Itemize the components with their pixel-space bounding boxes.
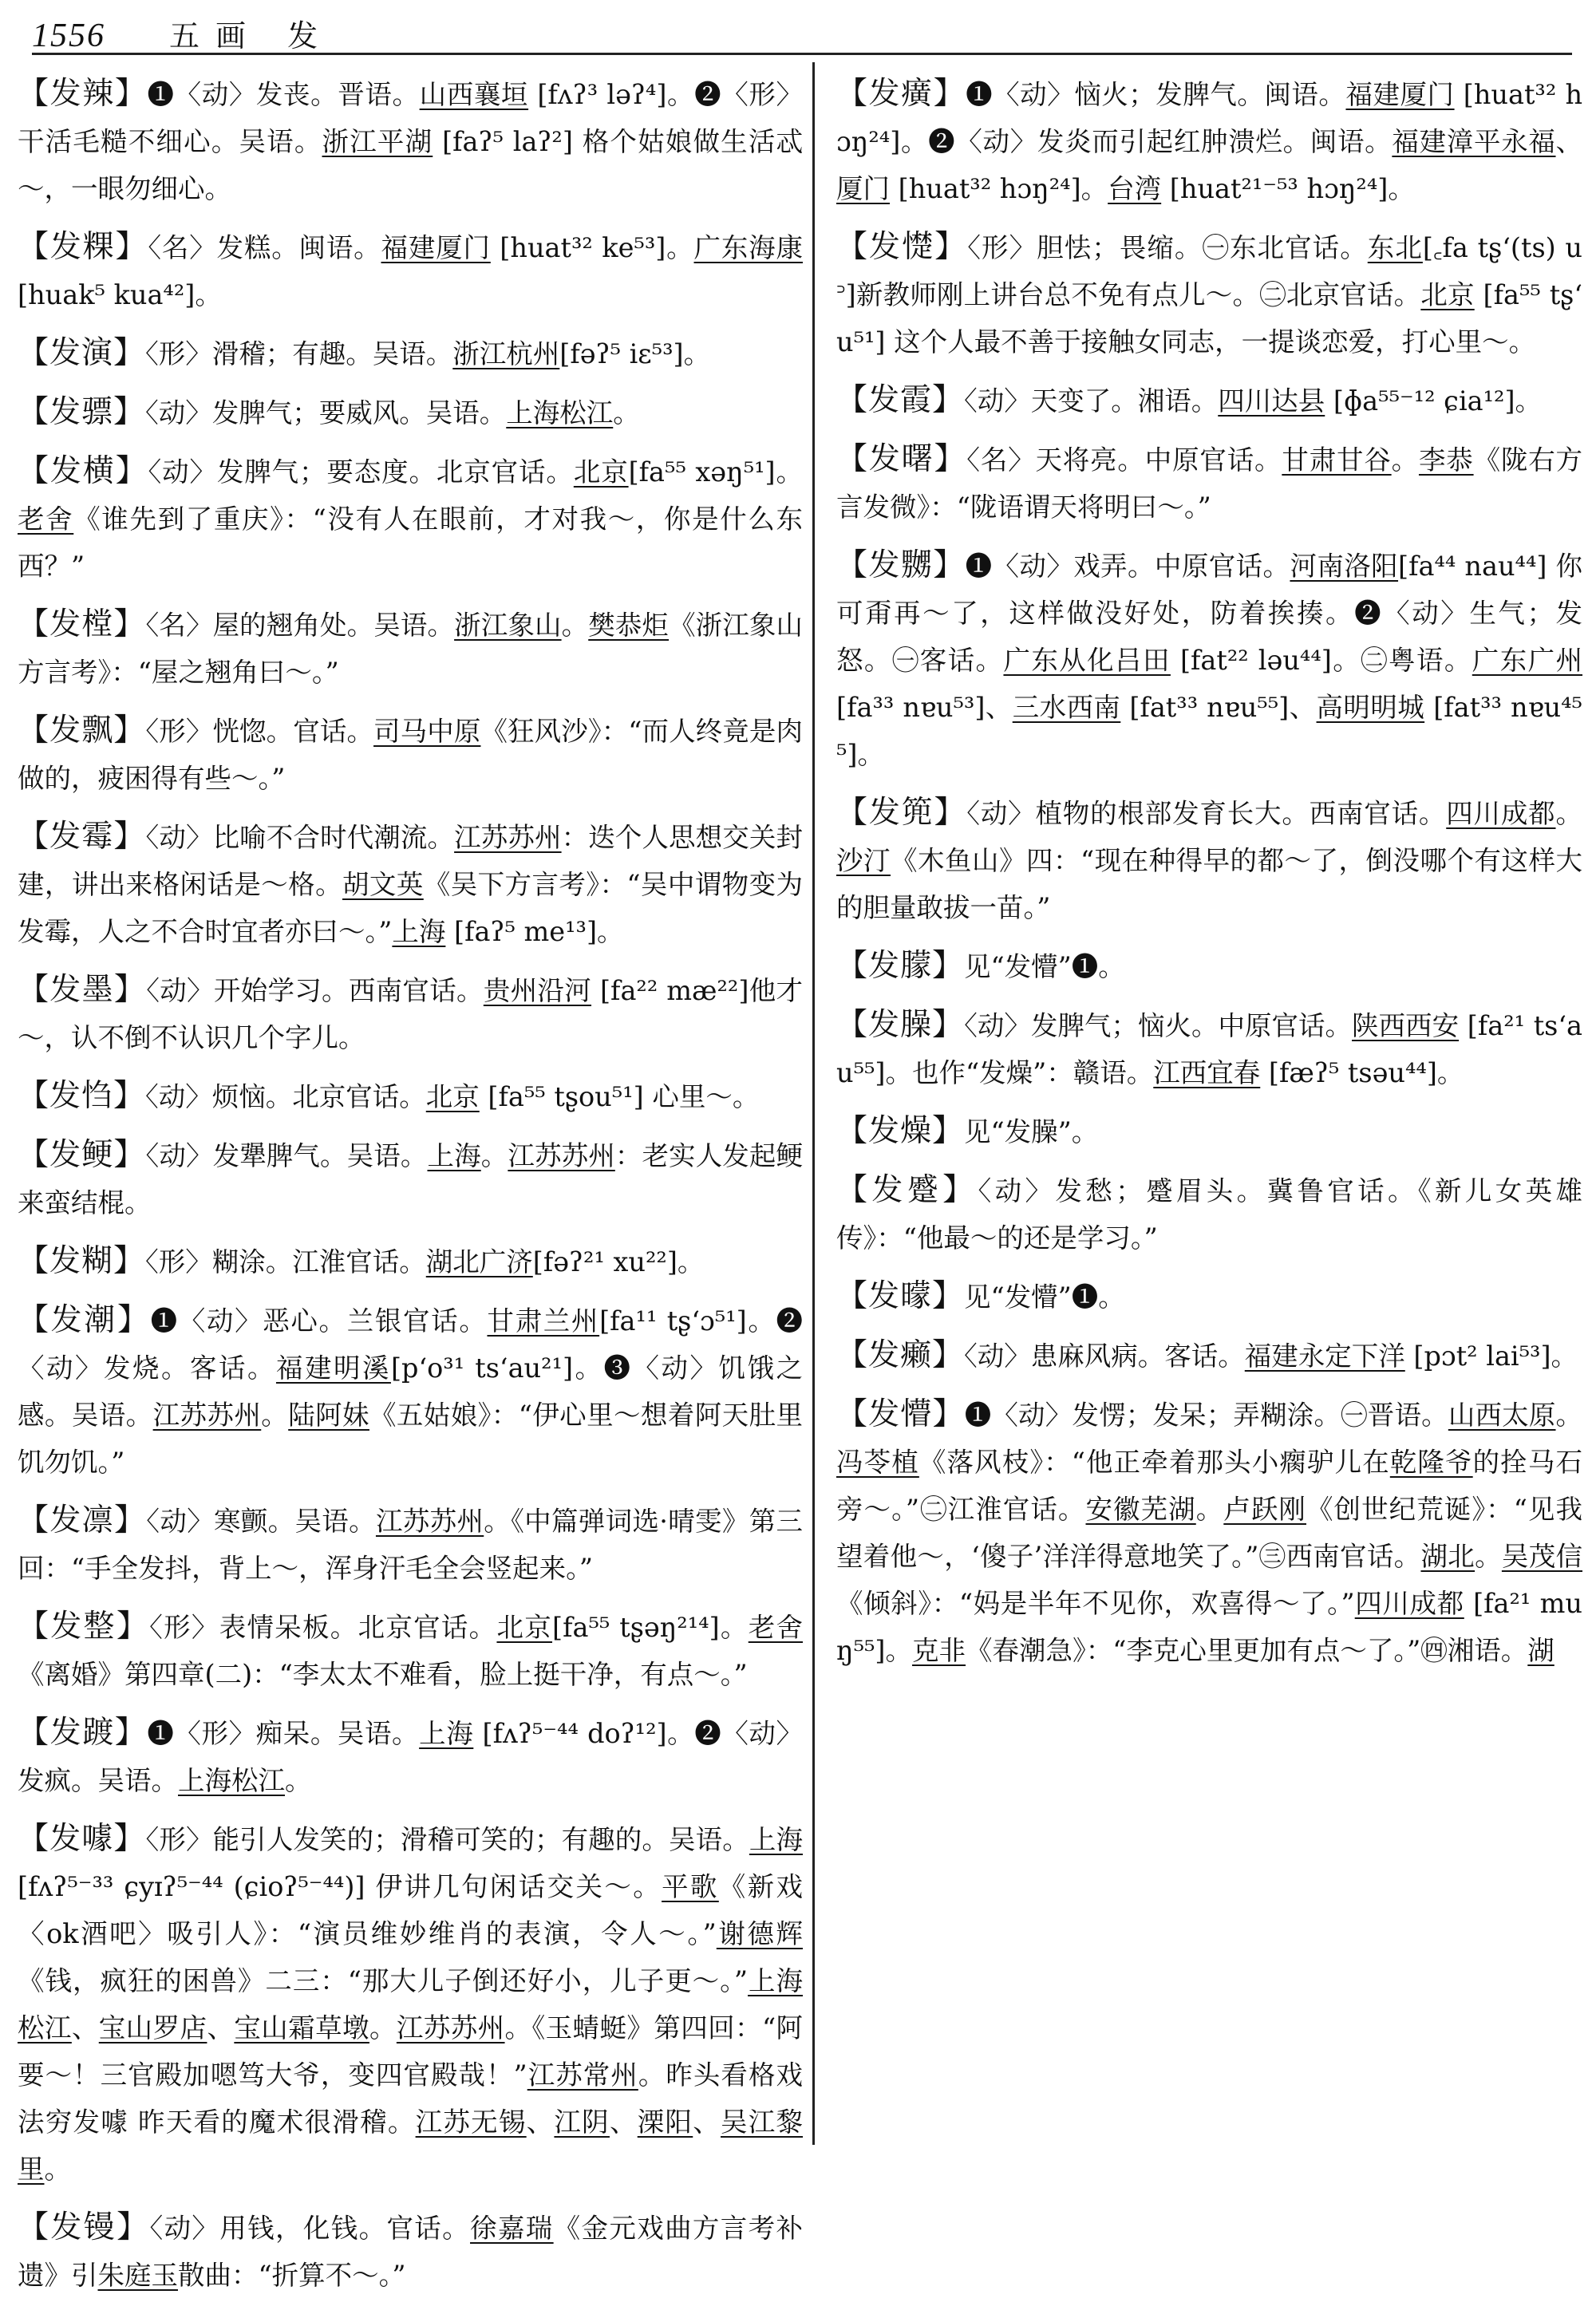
underlined-term: 上海	[419, 1718, 474, 1749]
entry-text: ❶〈动〉恼火；发脾气。闽语。	[966, 79, 1346, 110]
dict-entry-fazhou	[18, 1072, 803, 1120]
headword: 【发鲠】	[18, 1137, 146, 1173]
headword: 【发臊】	[836, 1007, 965, 1043]
entry-text: 〈名〉天将亮。中原官话。	[966, 444, 1282, 476]
entry-text: 、	[526, 2107, 555, 2138]
underlined-term: 福建厦门	[1345, 79, 1455, 110]
page-header	[32, 11, 1572, 59]
underlined-term: 老舍	[18, 503, 74, 535]
underlined-term: 樊恭炬	[588, 610, 670, 641]
entry-text: 《陇右方言发微》：“陇语谓天将明曰～。”	[836, 444, 1583, 523]
entry-text: 〈名〉发糕。闽语。	[148, 232, 381, 263]
entry-text: [fa⁴⁴ nau⁴⁴] 你可甭再～了，这样做没好处，防着挨揍。❷〈动〉生气；发怒。㊀客话。	[836, 551, 1582, 676]
entry-text: 见“发懵”❶。	[964, 1281, 1125, 1313]
entry-text: ：老实人发起鲠来蛮结棍。	[18, 1140, 804, 1218]
entry-text: 〈形〉恍惚。官话。	[145, 716, 374, 747]
underlined-term: 江苏苏州	[508, 1140, 615, 1171]
dict-entry-fala	[18, 70, 803, 212]
underlined-term: 陕西西安	[1352, 1010, 1460, 1041]
entry-text: 。昨头看格戏法穷发噱 昨天看的魔术很滑稽。	[18, 2059, 803, 2138]
headword: 【发懵】	[836, 1396, 965, 1432]
dict-entry-falin	[18, 1497, 803, 1592]
entry-text: 〈动〉患麻风病。客话。	[964, 1341, 1245, 1372]
underlined-term: 福建明溪	[275, 1352, 391, 1384]
dict-entry-fapiao	[18, 389, 803, 436]
entry-text: [fʌʔ³ ləʔ⁴]。❷〈形〉干活毛糙不细心。吴语。	[18, 79, 803, 157]
entry-text: [fa⁵⁵ tʂəŋ²¹⁴]。	[552, 1612, 749, 1643]
entry-text: 《狂风沙》：“而人终竟是肉做的，疲困得有些～。”	[18, 716, 804, 794]
underlined-term: 湖	[1527, 1635, 1555, 1666]
dict-entry-fageng	[18, 1131, 803, 1226]
entry-text: 、	[71, 2012, 99, 2043]
entry-text: 。	[1555, 1400, 1583, 1431]
underlined-term: 上海	[749, 1824, 803, 1855]
headword: 【发蹙】	[836, 1172, 978, 1208]
entry-text: 。	[561, 610, 589, 641]
headword: 【发嬲】	[836, 547, 966, 583]
entry-text: 〈动〉开始学习。西南官话。	[146, 975, 484, 1006]
entry-text: [fat²² ləu⁴⁴]。㊁粤语。	[1170, 645, 1472, 676]
entry-text: [fəʔ²¹ xu²²]。	[532, 1246, 705, 1277]
entry-text: [faʔ⁵ laʔ²] 格个姑娘做生活忒～，一眼勿细心。	[18, 126, 803, 204]
entry-text: 〈形〉糊涂。江淮官话。	[145, 1246, 426, 1277]
underlined-term: 江西宜春	[1153, 1057, 1261, 1088]
entry-text: 《离婚》第四章(二)：“李太太不难看，脸上挺干净，有点～。”	[18, 1659, 748, 1690]
underlined-term: 三水西南	[1012, 692, 1121, 723]
entry-text: 。	[480, 1140, 508, 1171]
underlined-term: 冯苓植	[836, 1447, 919, 1478]
entry-text: 〈名〉屋的翘角处。吴语。	[145, 610, 455, 641]
entry-text: 〈动〉天变了。湘语。	[964, 385, 1219, 417]
entry-text: 〈形〉能引人发笑的；滑稽可笑的；有趣的。吴语。	[145, 1824, 749, 1855]
headword: 【发飘】	[18, 713, 146, 748]
dict-entry-fahuang	[836, 70, 1582, 212]
entry-text: ❶〈动〉发丧。晋语。	[147, 79, 420, 110]
headword: 【发憷】	[836, 229, 968, 265]
entry-text: 《吴下方言考》：“吴中谓物变为发霉，人之不合时宜者亦曰～。”	[18, 869, 804, 947]
underlined-term: 福建漳平永福	[1392, 126, 1556, 157]
underlined-term: 广东海康	[693, 232, 803, 263]
headword: 【发篼】	[836, 795, 967, 831]
entry-text: [pʻo³¹ tsʻau²¹]。❸〈动〉饥饿之感。吴语。	[18, 1352, 804, 1431]
underlined-term: 北京	[573, 456, 629, 488]
right-column	[836, 70, 1582, 1685]
entry-text: 〈动〉发脾气；要态度。北京官话。	[148, 456, 574, 488]
headword: 【发曙】	[836, 441, 967, 477]
dict-entry-facu	[836, 1167, 1582, 1262]
entry-text: 〈动〉发犟脾气。吴语。	[145, 1140, 428, 1171]
page-title: 五画 发	[169, 18, 334, 53]
dict-entry-fameng	[836, 942, 1582, 990]
headword: 【发骠】	[18, 394, 146, 430]
underlined-term: 江苏苏州	[454, 822, 562, 853]
underlined-term: 广东广州	[1472, 645, 1583, 676]
headword: 【发霞】	[836, 382, 965, 418]
entry-text: 。	[1195, 1494, 1224, 1525]
headword: 【发糊】	[18, 1243, 146, 1279]
header-rule	[32, 53, 1572, 55]
entry-text: 〈动〉发愁；蹙眉头。冀鲁官话。《新儿女英雄传》：“他最～的还是学习。”	[836, 1175, 1582, 1254]
entry-text: 〈动〉发脾气；恼火。中原官话。	[964, 1010, 1353, 1041]
entry-text: 。	[1555, 798, 1583, 829]
underlined-term: 湖北	[1420, 1541, 1476, 1572]
underlined-term: 胡文英	[342, 869, 424, 900]
entry-text: 。	[44, 2154, 71, 2185]
dict-entry-faxia	[836, 377, 1582, 424]
entry-text: [pɔt² lai⁵³]。	[1404, 1341, 1578, 1372]
underlined-term: 江苏苏州	[152, 1400, 262, 1431]
entry-text: 〈动〉烦恼。北京官话。	[145, 1081, 426, 1112]
entry-text: [huat³² hɔŋ²⁴]。	[890, 173, 1108, 204]
entry-text: 的拴马石旁～。”㊁江淮官话。	[836, 1447, 1583, 1525]
underlined-term: 安徽芜湖	[1085, 1494, 1196, 1525]
entry-text: 《新戏〈ok酒吧〉吸引人》：“演员维妙维肖的表演，令人～。”	[18, 1871, 803, 1949]
headword: 【发噱】	[18, 1821, 146, 1857]
underlined-term: 上海松江	[178, 1765, 285, 1796]
underlined-term: 河南洛阳	[1290, 551, 1399, 582]
underlined-term: 东北	[1367, 232, 1423, 263]
entry-text: ：迭个人思想交关封建，讲出来格闲话是～格。	[18, 822, 804, 900]
headword: 【发霉】	[18, 819, 146, 855]
entry-text: [huat²¹⁻⁵³ hɔŋ²⁴]。	[1161, 173, 1415, 204]
dict-entry-faxiao	[18, 1815, 803, 2193]
entry-text: 、	[693, 2107, 721, 2138]
entry-text: 。	[369, 2012, 397, 2043]
entry-text: 。	[1475, 1541, 1502, 1572]
entry-text: 。《玉蜻蜓》第四回：“阿要～！三官殿加嗯笃大爷，变四官殿哉！”	[18, 2012, 804, 2091]
dict-entry-fashu	[836, 436, 1582, 531]
entry-text: 〈动〉植物的根部发育长大。西南官话。	[966, 798, 1447, 829]
dict-entry-faheng	[18, 448, 803, 590]
underlined-term: 上海	[392, 916, 446, 947]
dict-entry-fameng2	[836, 1273, 1582, 1321]
entry-text: 。	[1391, 444, 1419, 476]
entry-text: [huat³² ke⁵³]。	[490, 232, 694, 263]
entry-text: 、	[207, 2012, 235, 2043]
dict-entry-fameng3	[836, 1391, 1582, 1674]
headword: 【发曚】	[836, 1278, 965, 1314]
column-divider	[812, 62, 815, 2145]
headword: 【发潮】	[18, 1302, 151, 1338]
underlined-term: 浙江平湖	[322, 126, 433, 157]
dict-entry-fazao	[836, 1001, 1582, 1096]
dict-entry-fayan	[18, 330, 803, 377]
dict-entry-fagao	[18, 223, 803, 318]
dict-entry-fapiao2	[18, 707, 803, 802]
underlined-term: 宝山罗店	[98, 2012, 207, 2043]
underlined-term: 陆阿妹	[288, 1400, 369, 1431]
entry-text: [fa⁵⁵ xəŋ⁵¹]。	[628, 456, 804, 488]
headword: 【发燥】	[836, 1113, 965, 1149]
entry-text: [fat³³ nɐu⁵⁵]、	[1120, 692, 1317, 723]
entry-text: [fa²² mæ²²]他才～，认不倒不认识几个字儿。	[18, 975, 804, 1053]
headword: 【发㤘】	[18, 1078, 146, 1114]
dict-entry-famo	[18, 966, 803, 1061]
entry-text: [fæʔ⁵ tsəu⁴⁴]。	[1260, 1057, 1464, 1088]
entry-text: [fa⁵⁵ tʂou⁵¹] 心里～。	[479, 1081, 760, 1112]
dict-entry-fachu	[836, 223, 1582, 365]
underlined-term: 高明明城	[1316, 692, 1425, 723]
dict-entry-fameo	[18, 813, 803, 955]
entry-text: [fa³³ nɐu⁵³]、	[836, 692, 1013, 723]
underlined-term: 老舍	[748, 1612, 803, 1643]
headword: 【发演】	[18, 335, 146, 371]
entry-text: 〈动〉寒颤。吴语。	[146, 1506, 376, 1537]
entry-text: [huat³² hɔŋ²⁴]。❷〈动〉发炎而引起红肿溃烂。闽语。	[836, 79, 1583, 157]
entry-text: ❶〈动〉恶心。兰银官话。	[150, 1305, 488, 1337]
entry-text: 、	[1555, 126, 1583, 157]
underlined-term: 平歌	[662, 1871, 719, 1902]
entry-text: [faʔ⁵ me¹³]。	[445, 916, 624, 947]
underlined-term: 徐嘉瑞	[470, 2213, 554, 2244]
entry-text: 。	[613, 397, 640, 428]
underlined-term: 乾隆爷	[1389, 1447, 1473, 1478]
dict-entry-fazao2	[836, 1108, 1582, 1155]
entry-text: 《创世纪荒诞》：“见我望着他～，‘傻子’洋洋得意地笑了。”㊂西南官话。	[836, 1494, 1582, 1572]
entry-text: 《落风枝》：“他正牵着那头小瘸驴儿在	[918, 1447, 1390, 1478]
underlined-term: 吴江黎里	[18, 2107, 804, 2185]
entry-text: 散曲：“折算不～。”	[178, 2260, 406, 2291]
underlined-term: 福建厦门	[381, 232, 491, 263]
underlined-term: 谢德辉	[716, 1918, 803, 1949]
underlined-term: 甘肃甘谷	[1282, 444, 1392, 476]
entry-text: 《倾斜》：“妈是半年不见你，欢喜得～了。”	[836, 1588, 1355, 1619]
entry-text: [fa¹¹ tʂʻɔ⁵¹]。❷〈动〉发烧。客话。	[18, 1305, 803, 1384]
underlined-term: 卢跃刚	[1223, 1494, 1306, 1525]
underlined-term: 山西太原	[1448, 1400, 1556, 1431]
entry-text: [huak⁵ kua⁴²]。	[18, 279, 222, 310]
headword: 【发癀】	[836, 76, 966, 112]
entry-text: 。	[285, 1765, 312, 1796]
entry-text: [fʌʔ⁵⁻³³ ɕyɪʔ⁵⁻⁴⁴ (ɕioʔ⁵⁻⁴⁴)] 伊讲几句闲话交关～。	[18, 1871, 662, 1902]
entry-text: 《五姑娘》：“伊心里～想着阿天肚里饥勿饥。”	[18, 1400, 804, 1478]
underlined-term: 江阴	[554, 2107, 610, 2138]
underlined-term: 四川成都	[1354, 1588, 1464, 1619]
underlined-term: 浙江杭州	[452, 338, 560, 369]
underlined-term: 四川达县	[1218, 385, 1325, 417]
dict-entry-fachao	[18, 1297, 803, 1486]
entry-text: 。《中篇弹词选·晴雯》第三回：“手全发抖，背上～，浑身汗毛全会竖起来。”	[18, 1506, 804, 1584]
dict-entry-fazheng	[18, 1603, 803, 1698]
entry-text: ❶〈形〉痴呆。吴语。	[147, 1718, 420, 1749]
entry-text: 〈动〉用钱，化钱。官话。	[149, 2213, 471, 2244]
underlined-term: 山西襄垣	[419, 79, 529, 110]
dict-entry-fadu	[18, 1709, 803, 1804]
underlined-term: 宝山霜草墩	[234, 2012, 369, 2043]
left-column	[18, 70, 803, 2310]
underlined-term: 贵州沿河	[483, 975, 592, 1006]
underlined-term: 北京	[425, 1081, 480, 1112]
underlined-term: 江苏常州	[527, 2059, 638, 2091]
entry-text: [fəʔ⁵ iɛ⁵³]。	[559, 338, 711, 369]
page-number: 1556	[32, 18, 105, 54]
underlined-term: 福建永定下洋	[1244, 1341, 1405, 1372]
entry-text: 〈形〉表情呆板。北京官话。	[149, 1612, 497, 1643]
entry-text: 〈动〉发脾气；要威风。吴语。	[145, 397, 507, 428]
entry-text: [fa²¹ muŋ⁵⁵]。	[836, 1588, 1582, 1666]
underlined-term: 浙江象山	[454, 610, 562, 641]
entry-text: 《谁先到了重庆》：“没有人在眼前，才对我～，你是什么东西？”	[18, 503, 804, 582]
underlined-term: 湖北广济	[425, 1246, 533, 1277]
dict-entry-fahuan	[18, 2204, 803, 2299]
underlined-term: 上海	[427, 1140, 481, 1171]
headword: 【发整】	[18, 1609, 150, 1645]
underlined-term: 上海松江	[18, 1965, 803, 2043]
underlined-term: 李恭	[1418, 444, 1474, 476]
entry-text: 〈形〉胆怯；畏缩。㊀东北官话。	[967, 232, 1368, 263]
underlined-term: 克非	[912, 1635, 966, 1666]
headword: 【发镘】	[18, 2209, 150, 2245]
underlined-term: 朱庭玉	[97, 2260, 178, 2291]
entry-text: [fa⁵⁵ tʂʻu⁵¹] 这个人最不善于接触女同志，一提谈恋爱，打心里～。	[836, 279, 1582, 357]
headword: 【发樘】	[18, 606, 146, 642]
dict-entry-fahu	[18, 1238, 803, 1285]
underlined-term: 北京	[1420, 279, 1475, 310]
entry-text: ❶〈动〉戏弄。中原官话。	[965, 551, 1290, 582]
entry-text: [fa²¹ tsʻau⁵⁵]。也作“发燥”：赣语。	[836, 1010, 1582, 1088]
underlined-term: 厦门	[836, 173, 890, 204]
headword: 【发朦】	[836, 948, 965, 984]
entry-text: [fat³³ nɐu⁴⁵⁵]。	[836, 692, 1582, 770]
underlined-term: 广东从化吕田	[1003, 645, 1171, 676]
underlined-term: 溧阳	[637, 2107, 693, 2138]
underlined-term: 上海松江	[506, 397, 614, 428]
underlined-term: 吴茂信	[1501, 1541, 1582, 1572]
entry-text: 《浙江象山方言考》：“屋之翘角曰～。”	[18, 610, 804, 688]
entry-text: 《木鱼山》四：“现在种得早的都～了，倒没哪个有这样大的胆量敢拔一苗。”	[836, 845, 1582, 923]
entry-text: 〈动〉比喻不合时代潮流。	[145, 822, 455, 853]
headword: 【发横】	[18, 453, 148, 489]
underlined-term: 江苏苏州	[396, 2012, 505, 2043]
headword: 【发粿】	[18, 229, 148, 265]
headword: 【发凛】	[18, 1502, 147, 1538]
entry-text: [ɸa⁵⁵⁻¹² ɕia¹²]。	[1325, 385, 1543, 417]
underlined-term: 沙汀	[836, 845, 891, 876]
underlined-term: 甘肃兰州	[487, 1305, 600, 1337]
headword: 【发墨】	[18, 972, 147, 1008]
entry-text: [꜀fa tʂʻ(ts) u ꜄]新教师刚上讲台总不免有点儿～。㊁北京官话。	[836, 232, 1582, 310]
underlined-term: 台湾	[1108, 173, 1162, 204]
underlined-term: 北京	[496, 1612, 553, 1643]
headword: 【发辣】	[18, 76, 148, 112]
entry-text: 见“发懵”❶。	[964, 951, 1125, 982]
dict-entry-falai	[836, 1332, 1582, 1380]
headword: 【发踱】	[18, 1715, 148, 1751]
underlined-term: 江苏苏州	[375, 1506, 484, 1537]
entry-text: 见“发臊”。	[964, 1116, 1099, 1147]
entry-text: 《钱，疯狂的困兽》二三：“那大儿子倒还好小，儿子更～。”	[18, 1965, 749, 1996]
dict-entry-fatang	[18, 601, 803, 696]
underlined-term: 四川成都	[1446, 798, 1556, 829]
underlined-term: 江苏无锡	[415, 2107, 527, 2138]
entry-text: 、	[609, 2107, 638, 2138]
underlined-term: 司马中原	[373, 716, 481, 747]
entry-text: 。	[261, 1400, 289, 1431]
entry-text: 《春潮急》：“李克心里更加有点～了。”㊃湘语。	[966, 1635, 1528, 1666]
entry-text: 《金元戏曲方言考补遗》引	[18, 2213, 804, 2291]
dict-entry-fadu2	[836, 789, 1582, 931]
dict-entry-fanao	[836, 542, 1582, 778]
entry-text: [fʌʔ⁵⁻⁴⁴ doʔ¹²]。❷〈动〉发疯。吴语。	[18, 1718, 804, 1796]
headword: 【发癞】	[836, 1337, 965, 1373]
entry-text: ❶〈动〉发愣；发呆；弄糊涂。㊀晋语。	[964, 1400, 1448, 1431]
entry-text: 〈形〉滑稽；有趣。吴语。	[145, 338, 453, 369]
